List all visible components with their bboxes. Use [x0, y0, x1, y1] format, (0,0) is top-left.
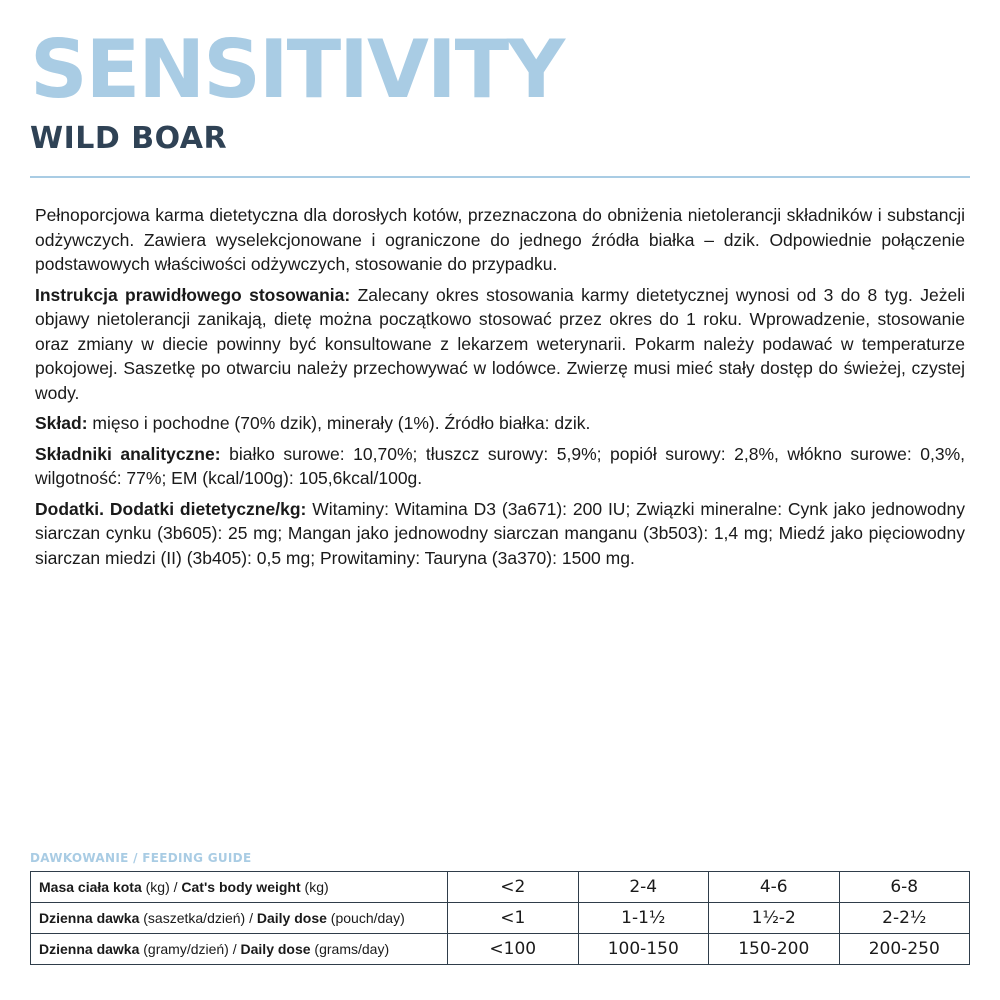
intro-paragraph: Pełnoporcjowa karma dietetyczna dla dorosłych kotów, przeznaczona do obniżenia nietolerancji składników i substancji odżywczych. Zawiera wyselekcjonowane i ograniczone do jednego źródła białka – dzik. Odpowiednie połączenie podstawowych właściwości odżywczych, stosowanie do przypadku. [35, 205, 965, 274]
table-row [31, 872, 970, 903]
row-label-en: Cat's body weight [181, 879, 301, 895]
table-cell: 2-2½ [839, 903, 970, 934]
composition-paragraph [35, 411, 965, 436]
row-label [31, 934, 448, 965]
table-cell: 6-8 [839, 872, 970, 903]
feeding-guide-label: DAWKOWANIE / FEEDING GUIDE [30, 851, 252, 865]
product-description [35, 203, 965, 576]
feeding-guide-table [30, 871, 970, 965]
additives-paragraph [35, 497, 965, 571]
row-label [31, 903, 448, 934]
row-label-en: Daily dose [240, 941, 311, 957]
table-cell: 1-1½ [578, 903, 709, 934]
table-cell: <100 [448, 934, 579, 965]
composition-text: mięso i pochodne (70% dzik), minerały (1%). Źródło białka: dzik. [87, 413, 591, 433]
header-divider [30, 176, 970, 178]
row-label-pl: Masa ciała kota [39, 879, 142, 895]
row-label-en-unit: (grams/day) [310, 941, 390, 957]
table-cell: <1 [448, 903, 579, 934]
row-label-pl-unit: (saszetka/dzień) / [139, 910, 257, 926]
row-label-pl-unit: (gramy/dzień) / [139, 941, 241, 957]
additives-label: Dodatki. Dodatki dietetyczne/kg: [35, 498, 307, 519]
table-cell: 4-6 [709, 872, 840, 903]
instructions-text: Zalecany okres stosowania karmy dietetycznej wynosi od 3 do 8 tyg. Jeżeli objawy nietolerancji zanikają, dietę można początkowo stosować przez okres do 1 roku. Wprowadzenie, stosowanie oraz zmiany w diecie powinny być konsultowane z lekarzem weterynarii. Pokarm należy podawać w temperaturze pokojowej. Saszetkę po otwarciu należy przechowywać w lodówce. Zwierzę musi mieć stały dostęp do świeżej, czystej wody. [35, 284, 965, 403]
composition-label: Skład: [35, 413, 88, 433]
row-label-en: Daily dose [256, 910, 327, 926]
row-label-pl: Dzienna dawka [39, 910, 140, 926]
analytical-text: białko surowe: 10,70%; tłuszcz surowy: 5,9%; popiół surowy: 2,8%, włókno surowe: 0,3%, wilgotność: 77%; EM (kcal/100g): 105,6kcal/100g. [35, 443, 965, 488]
instructions-label: Instrukcja prawidłowego stosowania: [35, 284, 351, 305]
analytical-label: Składniki analityczne: [35, 443, 221, 464]
table-cell: <2 [448, 872, 579, 903]
table-cell: 2-4 [578, 872, 709, 903]
table-row [31, 934, 970, 965]
row-label [31, 872, 448, 903]
table-cell: 1½-2 [709, 903, 840, 934]
product-variant: WILD BOAR [30, 121, 228, 156]
row-label-en-unit: (kg) [300, 879, 329, 895]
row-label-pl: Dzienna dawka [39, 941, 140, 957]
instructions-paragraph [35, 283, 965, 406]
table-row [31, 903, 970, 934]
table-cell: 150-200 [709, 934, 840, 965]
analytical-paragraph [35, 442, 965, 491]
row-label-pl-unit: (kg) / [141, 879, 182, 895]
additives-text: Witaminy: Witamina D3 (3a671): 200 IU; Związki mineralne: Cynk jako jednowodny siarczan cynku (3b605): 25 mg; Mangan jako jednowodny siarczan manganu (3b503): 1,4 mg; Miedź jako pięciowodny siarczan miedzi (II) (3b405): 0,5 mg; Prowitaminy: Tauryna (3a370): 1500 mg. [35, 498, 965, 568]
table-cell: 100-150 [578, 934, 709, 965]
product-title: SENSITIVITY [30, 23, 564, 116]
row-label-en-unit: (pouch/day) [326, 910, 405, 926]
table-cell: 200-250 [839, 934, 970, 965]
